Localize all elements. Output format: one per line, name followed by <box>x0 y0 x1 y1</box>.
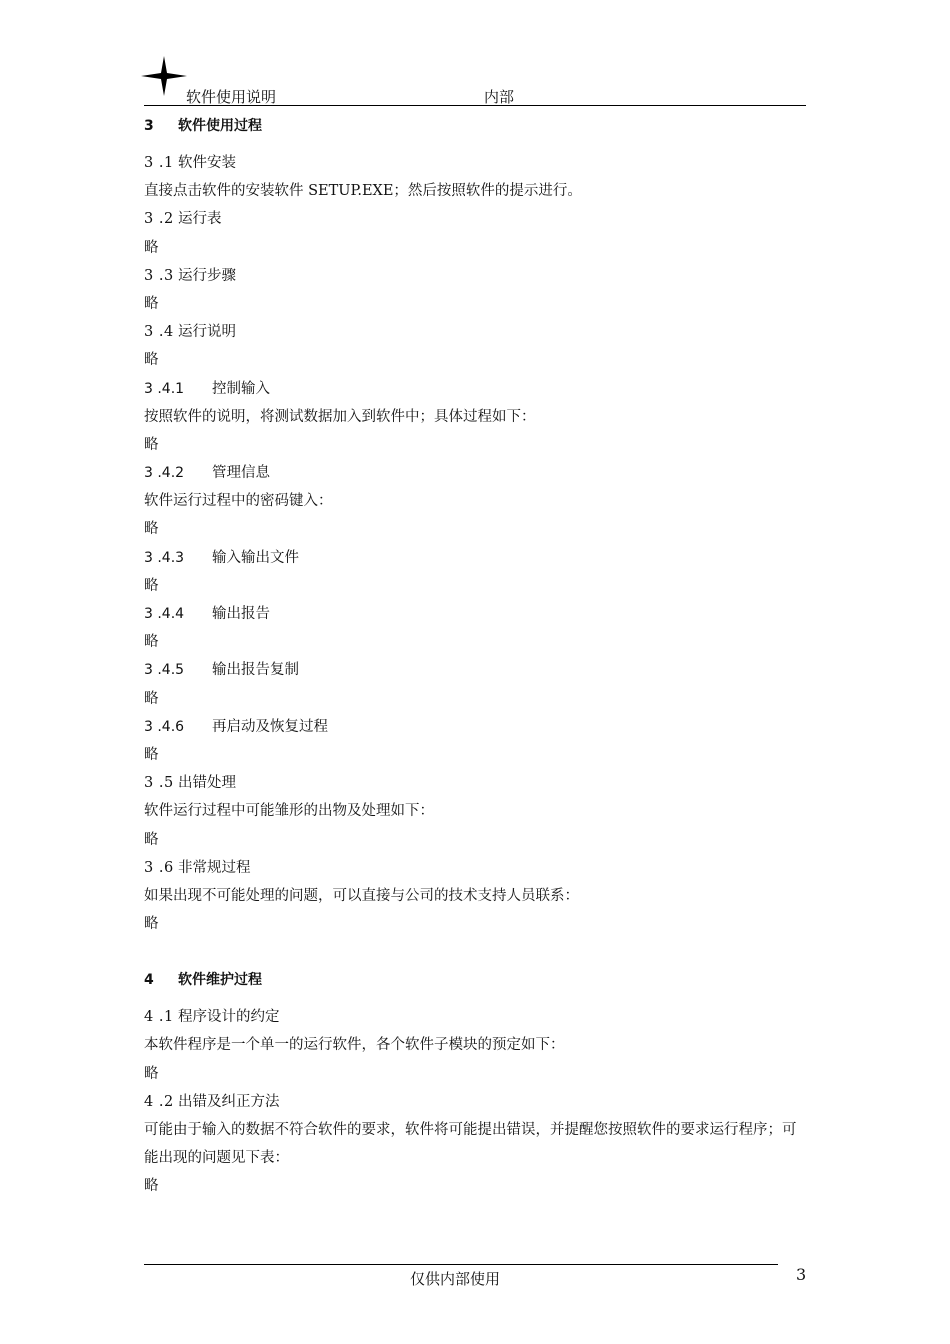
subsubsection-heading: 3 .4.3 输入输出文件 <box>144 549 299 566</box>
paragraph: 略 <box>144 690 159 707</box>
subsubsection-heading: 3 .4.5 输出报告复制 <box>144 662 299 679</box>
footer-text: 仅供内部使用 <box>410 1270 501 1288</box>
subsubsection-heading: 3 .4.4 输出报告 <box>144 606 270 622</box>
paragraph: 略 <box>144 1178 159 1195</box>
subsubsection-heading: 3 .4.6 再启动及恢复过程 <box>144 718 328 735</box>
paragraph: 如果出现不可能处理的问题，可以直接与公司的技术支持人员联系： <box>144 887 579 904</box>
footer-rule <box>144 1264 778 1265</box>
subsection-heading: 3 .2 运行表 <box>144 211 222 228</box>
paragraph: 略 <box>144 916 159 933</box>
subsubsection-heading: 3 .4.1 控制输入 <box>144 380 270 397</box>
header-classification: 内部 <box>484 88 515 106</box>
paragraph: 略 <box>144 831 159 848</box>
subsection-heading: 3 .3 运行步骤 <box>144 267 236 284</box>
subsection-heading: 3 .4 运行说明 <box>144 324 236 341</box>
paragraph: 略 <box>144 352 159 369</box>
subsection-heading: 4 .1 程序设计的约定 <box>144 1009 280 1026</box>
section-heading: 4 软件维护过程 <box>144 972 262 989</box>
paragraph: 可能由于输入的数据不符合软件的要求，软件将可能提出错误，并提醒您按照软件的要求运行程序；可能出现的问题见下表： <box>144 1122 797 1167</box>
paragraph: 软件运行过程中的密码键入： <box>144 493 333 510</box>
paragraph: 直接点击软件的安装软件 SETUP.EXE；然后按照软件的提示进行。 <box>144 183 582 200</box>
paragraph: 略 <box>144 295 159 312</box>
header-title: 软件使用说明 <box>186 88 277 106</box>
paragraph: 略 <box>144 634 159 651</box>
subsection-heading: 3 .1 软件安装 <box>144 155 236 171</box>
paragraph: 本软件程序是一个单一的运行软件，各个软件子模块的预定如下： <box>144 1037 565 1054</box>
subsection-heading: 4 .2 出错及纠正方法 <box>144 1093 280 1110</box>
document-body <box>144 112 808 1201</box>
paragraph: 略 <box>144 1065 159 1082</box>
paragraph: 软件运行过程中可能雏形的出物及处理如下： <box>144 803 434 820</box>
paragraph: 按照软件的说明，将测试数据加入到软件中；具体过程如下： <box>144 408 536 425</box>
section-heading: 3 软件使用过程 <box>144 118 262 134</box>
subsubsection-heading: 3 .4.2 管理信息 <box>144 465 270 482</box>
paragraph: 略 <box>144 521 159 538</box>
header-rule <box>144 105 806 106</box>
paragraph: 略 <box>144 746 159 763</box>
subsection-heading: 3 .5 出错处理 <box>144 775 236 792</box>
subsection-heading: 3 .6 非常规过程 <box>144 859 251 876</box>
paragraph: 略 <box>144 239 159 256</box>
page-number: 3 <box>796 1265 807 1284</box>
paragraph: 略 <box>144 436 159 453</box>
company-logo-star-icon <box>141 56 187 96</box>
paragraph: 略 <box>144 577 159 594</box>
